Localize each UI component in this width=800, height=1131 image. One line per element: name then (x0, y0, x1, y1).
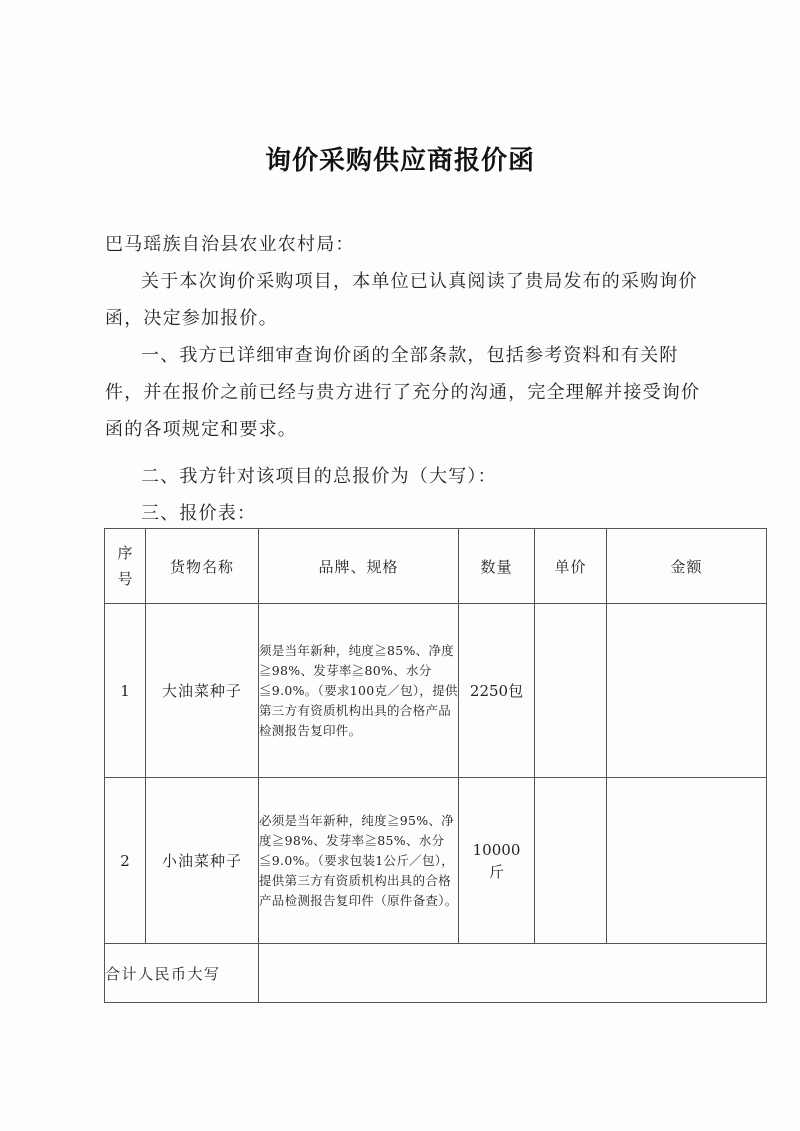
header-no: 序号 (105, 529, 146, 604)
table-row (105, 778, 767, 944)
row-unit-price[interactable] (535, 778, 607, 944)
row-no: 1 (105, 604, 146, 778)
row-unit-price[interactable] (535, 604, 607, 778)
total-value[interactable] (259, 944, 767, 1003)
addressee: 巴马瑶族自治县农业农村局： (105, 234, 355, 255)
row-spec: 须是当年新种，纯度≧85%、净度≧98%、发芽率≧80%、水分≦9.0%。（要求100克／包），提供第三方有资质机构出具的合格产品检测报告复印件。 (259, 604, 459, 778)
header-amount: 金额 (607, 529, 767, 604)
row-quantity: 10000斤 (459, 778, 535, 944)
paragraph-intro: 关于本次询价采购项目，本单位已认真阅读了贵局发布的采购询价函，决定参加报价。 (105, 271, 698, 329)
document-title: 询价采购供应商报价函 (264, 146, 535, 176)
header-name: 货物名称 (146, 529, 259, 604)
row-amount[interactable] (607, 604, 767, 778)
paragraph-clause-1: 一、我方已详细审查询价函的全部条款，包括参考资料和有关附件，并在报价之前已经与贵方进行了充分的沟通，完全理解并接受询价函的各项规定和要求。 (105, 345, 701, 440)
row-quantity: 2250包 (459, 604, 535, 778)
header-qty: 数量 (459, 529, 535, 604)
row-no: 2 (105, 778, 146, 944)
table-header-row (105, 529, 767, 604)
row-goods-name: 大油菜种子 (146, 604, 259, 778)
table-row (105, 604, 767, 778)
row-goods-name: 小油菜种子 (146, 778, 259, 944)
row-spec: 必须是当年新种，纯度≧95%、净度≧98%、发芽率≧85%、水分≦9.0%。（要求包装1公斤／包），提供第三方有资质机构出具的合格产品检测报告复印件（原件备查）。 (259, 778, 459, 944)
header-spec: 品牌、规格 (259, 529, 459, 604)
paragraph-clause-2: 二、我方针对该项目的总报价为（大写）： (141, 466, 497, 487)
total-label: 合计人民币大写 (105, 944, 259, 1003)
paragraph-clause-3: 三、报价表： (141, 503, 257, 524)
quotation-table (104, 528, 767, 1003)
row-amount[interactable] (607, 778, 767, 944)
table-total-row (105, 944, 767, 1003)
header-unit-price: 单价 (535, 529, 607, 604)
